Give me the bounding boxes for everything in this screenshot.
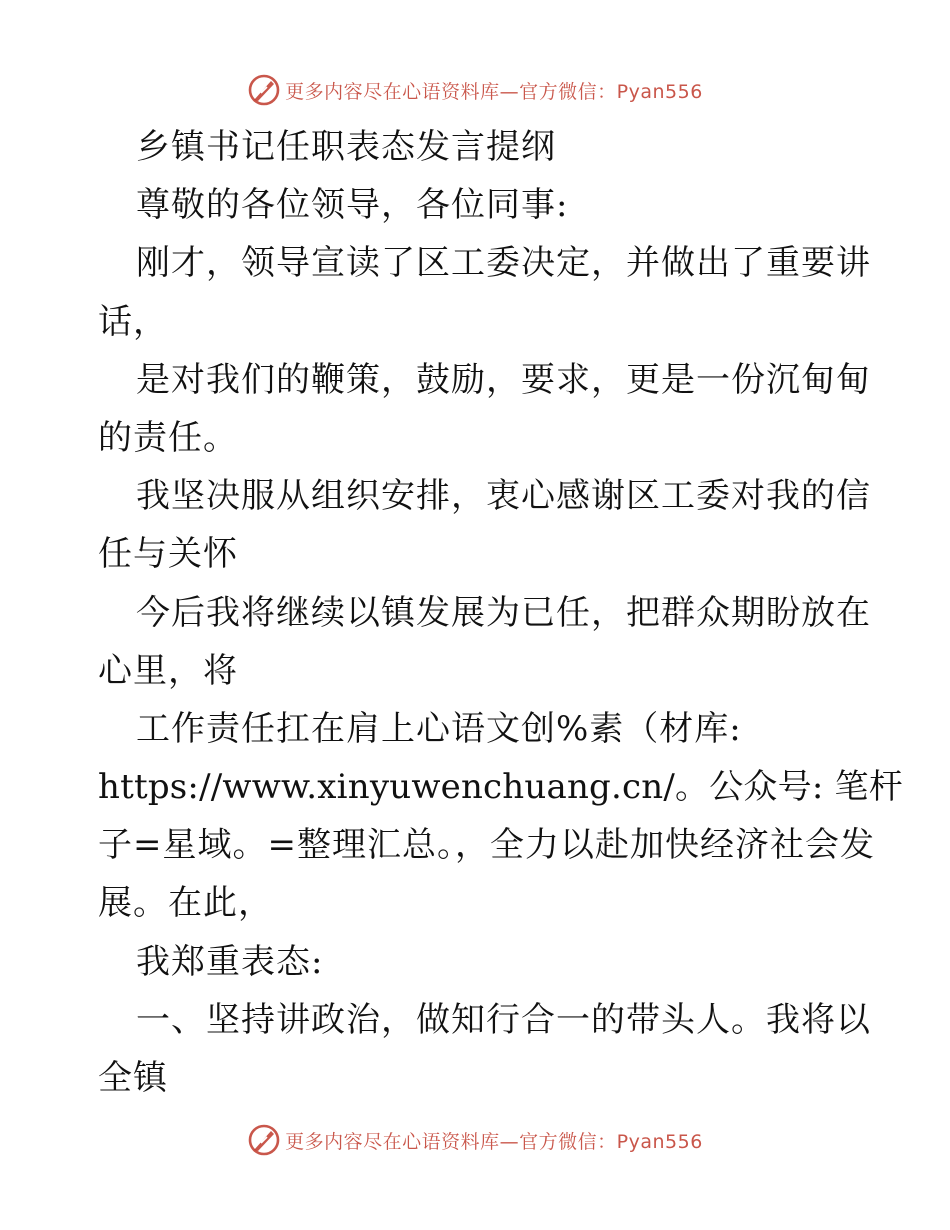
footer-watermark-banner <box>0 1120 950 1160</box>
document-body <box>98 118 903 1107</box>
quill-logo-icon <box>247 73 281 107</box>
quill-logo-icon <box>247 1123 281 1157</box>
text-line: 刚才，领导宣读了区工委决定，并做出了重要讲 <box>136 243 871 284</box>
text-line: 今后我将继续以镇发展为已任，把群众期盼放在 <box>136 592 871 633</box>
text-line: 话， <box>98 301 168 342</box>
text-line: 子=星域。=整理汇总。，全力以赴加快经济社会发 <box>98 825 875 866</box>
text-line: 心里，将 <box>98 650 238 691</box>
text-line: 全镇 <box>98 1058 168 1098</box>
watermark-text: 更多内容尽在心语资料库—官方微信：Pyan556 <box>285 1130 703 1153</box>
section-heading-line: 一、坚持讲政治，做知行合一的带头人。我将以 <box>136 999 871 1040</box>
text-line: 展。在此， <box>98 883 273 924</box>
document-title: 乡镇书记任职表态发言提纲 <box>136 127 556 167</box>
watermark-text: 更多内容尽在心语资料库—官方微信：Pyan556 <box>285 80 703 103</box>
text-line: 任与关怀 <box>98 534 238 575</box>
text-line-url: https://www.xinyuwenchuang.cn/。公众号: 笔杆 <box>98 767 903 808</box>
text-line: 我坚决服从组织安排，衷心感谢区工委对我的信 <box>136 476 871 517</box>
text-line: 的责任。 <box>98 417 238 458</box>
text-line: 是对我们的鞭策，鼓励，要求，更是一份沉甸甸 <box>136 359 871 400</box>
text-line: 工作责任扛在肩上心语文创%素（材库: <box>136 708 742 749</box>
salutation: 尊敬的各位领导，各位同事: <box>136 185 569 226</box>
header-watermark-banner <box>0 70 950 110</box>
text-line: 我郑重表态: <box>136 941 324 982</box>
